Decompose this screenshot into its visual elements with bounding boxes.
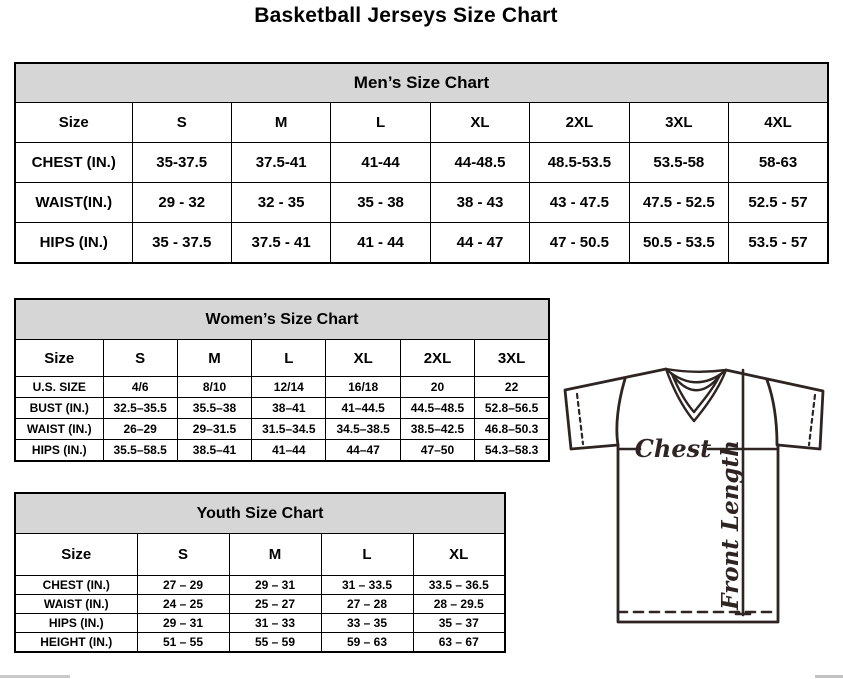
- page-title: Basketball Jerseys Size Chart: [254, 4, 558, 27]
- row-label: HIPS (IN.): [15, 223, 132, 264]
- value-cell: 54.3–58.3: [475, 440, 549, 462]
- value-cell: 63 – 67: [413, 633, 505, 653]
- size-col-header: 2XL: [530, 103, 629, 143]
- table-row: [15, 440, 549, 462]
- value-cell: 46.8–50.3: [475, 419, 549, 440]
- value-cell: 38–41: [252, 398, 326, 419]
- value-cell: 58-63: [729, 143, 828, 183]
- value-cell: 35.5–38: [177, 398, 251, 419]
- mens-size-chart-table: [14, 62, 829, 264]
- value-cell: 33 – 35: [321, 614, 413, 633]
- size-col-header: 4XL: [729, 103, 828, 143]
- row-label: HIPS (IN.): [15, 440, 103, 462]
- jersey-body: [618, 445, 778, 622]
- table-row: [15, 183, 828, 223]
- size-col-header: 3XL: [475, 340, 549, 377]
- value-cell: 37.5 - 41: [231, 223, 330, 264]
- corner-cell: Size: [15, 103, 132, 143]
- jersey-outline-icon: [556, 357, 840, 629]
- row-label: HEIGHT (IN.): [15, 633, 137, 653]
- value-cell: 53.5 - 57: [729, 223, 828, 264]
- jersey-collar: [666, 369, 726, 421]
- value-cell: 41–44.5: [326, 398, 400, 419]
- size-col-header: M: [177, 340, 251, 377]
- value-cell: 29 - 32: [132, 183, 231, 223]
- size-col-header: L: [252, 340, 326, 377]
- size-col-header: S: [132, 103, 231, 143]
- value-cell: 4/6: [103, 377, 177, 398]
- size-col-header: 3XL: [629, 103, 728, 143]
- value-cell: 44.5–48.5: [400, 398, 474, 419]
- table-row: [15, 614, 505, 633]
- womens-size-chart-table: [14, 298, 550, 462]
- table-title: Men’s Size Chart: [15, 63, 828, 103]
- size-col-header: XL: [430, 103, 529, 143]
- value-cell: 44–47: [326, 440, 400, 462]
- corner-cell: Size: [15, 340, 103, 377]
- size-col-header: L: [331, 103, 430, 143]
- table-title: Youth Size Chart: [15, 493, 505, 534]
- table-row: [15, 633, 505, 653]
- value-cell: 35 - 37.5: [132, 223, 231, 264]
- value-cell: 41-44: [331, 143, 430, 183]
- row-label: U.S. SIZE: [15, 377, 103, 398]
- value-cell: 22: [475, 377, 549, 398]
- size-col-header: L: [321, 534, 413, 576]
- table-row: [15, 576, 505, 595]
- value-cell: 26–29: [103, 419, 177, 440]
- jersey-diagram: [556, 357, 840, 629]
- value-cell: 48.5-53.5: [530, 143, 629, 183]
- value-cell: 31 – 33.5: [321, 576, 413, 595]
- table-row: [15, 419, 549, 440]
- value-cell: 32 - 35: [231, 183, 330, 223]
- value-cell: 29 – 31: [229, 576, 321, 595]
- value-cell: 55 – 59: [229, 633, 321, 653]
- value-cell: 29–31.5: [177, 419, 251, 440]
- row-label: WAIST(IN.): [15, 183, 132, 223]
- youth-size-chart-table: [14, 492, 506, 653]
- value-cell: 27 – 28: [321, 595, 413, 614]
- value-cell: 47.5 - 52.5: [629, 183, 728, 223]
- row-label: WAIST (IN.): [15, 595, 137, 614]
- value-cell: 35 – 37: [413, 614, 505, 633]
- value-cell: 47 - 50.5: [530, 223, 629, 264]
- value-cell: 12/14: [252, 377, 326, 398]
- corner-cell: Size: [15, 534, 137, 576]
- table-row: [15, 143, 828, 183]
- scrollbar-fragment-left: [0, 675, 70, 678]
- value-cell: 52.8–56.5: [475, 398, 549, 419]
- value-cell: 51 – 55: [137, 633, 229, 653]
- value-cell: 31 – 33: [229, 614, 321, 633]
- value-cell: 32.5–35.5: [103, 398, 177, 419]
- size-header-row: [15, 534, 505, 576]
- row-label: BUST (IN.): [15, 398, 103, 419]
- row-label: CHEST (IN.): [15, 576, 137, 595]
- value-cell: 31.5–34.5: [252, 419, 326, 440]
- size-col-header: 2XL: [400, 340, 474, 377]
- size-col-header: XL: [326, 340, 400, 377]
- value-cell: 41 - 44: [331, 223, 430, 264]
- size-col-header: S: [137, 534, 229, 576]
- row-label: WAIST (IN.): [15, 419, 103, 440]
- value-cell: 8/10: [177, 377, 251, 398]
- scrollbar-fragment-right: [815, 675, 843, 678]
- value-cell: 35-37.5: [132, 143, 231, 183]
- size-col-header: XL: [413, 534, 505, 576]
- value-cell: 44 - 47: [430, 223, 529, 264]
- value-cell: 59 – 63: [321, 633, 413, 653]
- value-cell: 50.5 - 53.5: [629, 223, 728, 264]
- value-cell: 27 – 29: [137, 576, 229, 595]
- value-cell: 25 – 27: [229, 595, 321, 614]
- size-col-header: S: [103, 340, 177, 377]
- table-row: [15, 223, 828, 264]
- value-cell: 16/18: [326, 377, 400, 398]
- value-cell: 44-48.5: [430, 143, 529, 183]
- table-row: [15, 377, 549, 398]
- value-cell: 38.5–41: [177, 440, 251, 462]
- value-cell: 53.5-58: [629, 143, 728, 183]
- row-label: CHEST (IN.): [15, 143, 132, 183]
- table-row: [15, 398, 549, 419]
- chest-label: Chest: [634, 434, 712, 463]
- size-col-header: M: [231, 103, 330, 143]
- value-cell: 34.5–38.5: [326, 419, 400, 440]
- value-cell: 24 – 25: [137, 595, 229, 614]
- table-title: Women’s Size Chart: [15, 299, 549, 340]
- value-cell: 35 - 38: [331, 183, 430, 223]
- size-header-row: [15, 340, 549, 377]
- value-cell: 43 - 47.5: [530, 183, 629, 223]
- value-cell: 37.5-41: [231, 143, 330, 183]
- value-cell: 52.5 - 57: [729, 183, 828, 223]
- value-cell: 20: [400, 377, 474, 398]
- front-length-label: Front Length: [717, 440, 744, 610]
- value-cell: 47–50: [400, 440, 474, 462]
- value-cell: 41–44: [252, 440, 326, 462]
- value-cell: 28 – 29.5: [413, 595, 505, 614]
- value-cell: 33.5 – 36.5: [413, 576, 505, 595]
- value-cell: 35.5–58.5: [103, 440, 177, 462]
- value-cell: 38.5–42.5: [400, 419, 474, 440]
- value-cell: 29 – 31: [137, 614, 229, 633]
- size-header-row: [15, 103, 828, 143]
- row-label: HIPS (IN.): [15, 614, 137, 633]
- value-cell: 38 - 43: [430, 183, 529, 223]
- size-col-header: M: [229, 534, 321, 576]
- table-row: [15, 595, 505, 614]
